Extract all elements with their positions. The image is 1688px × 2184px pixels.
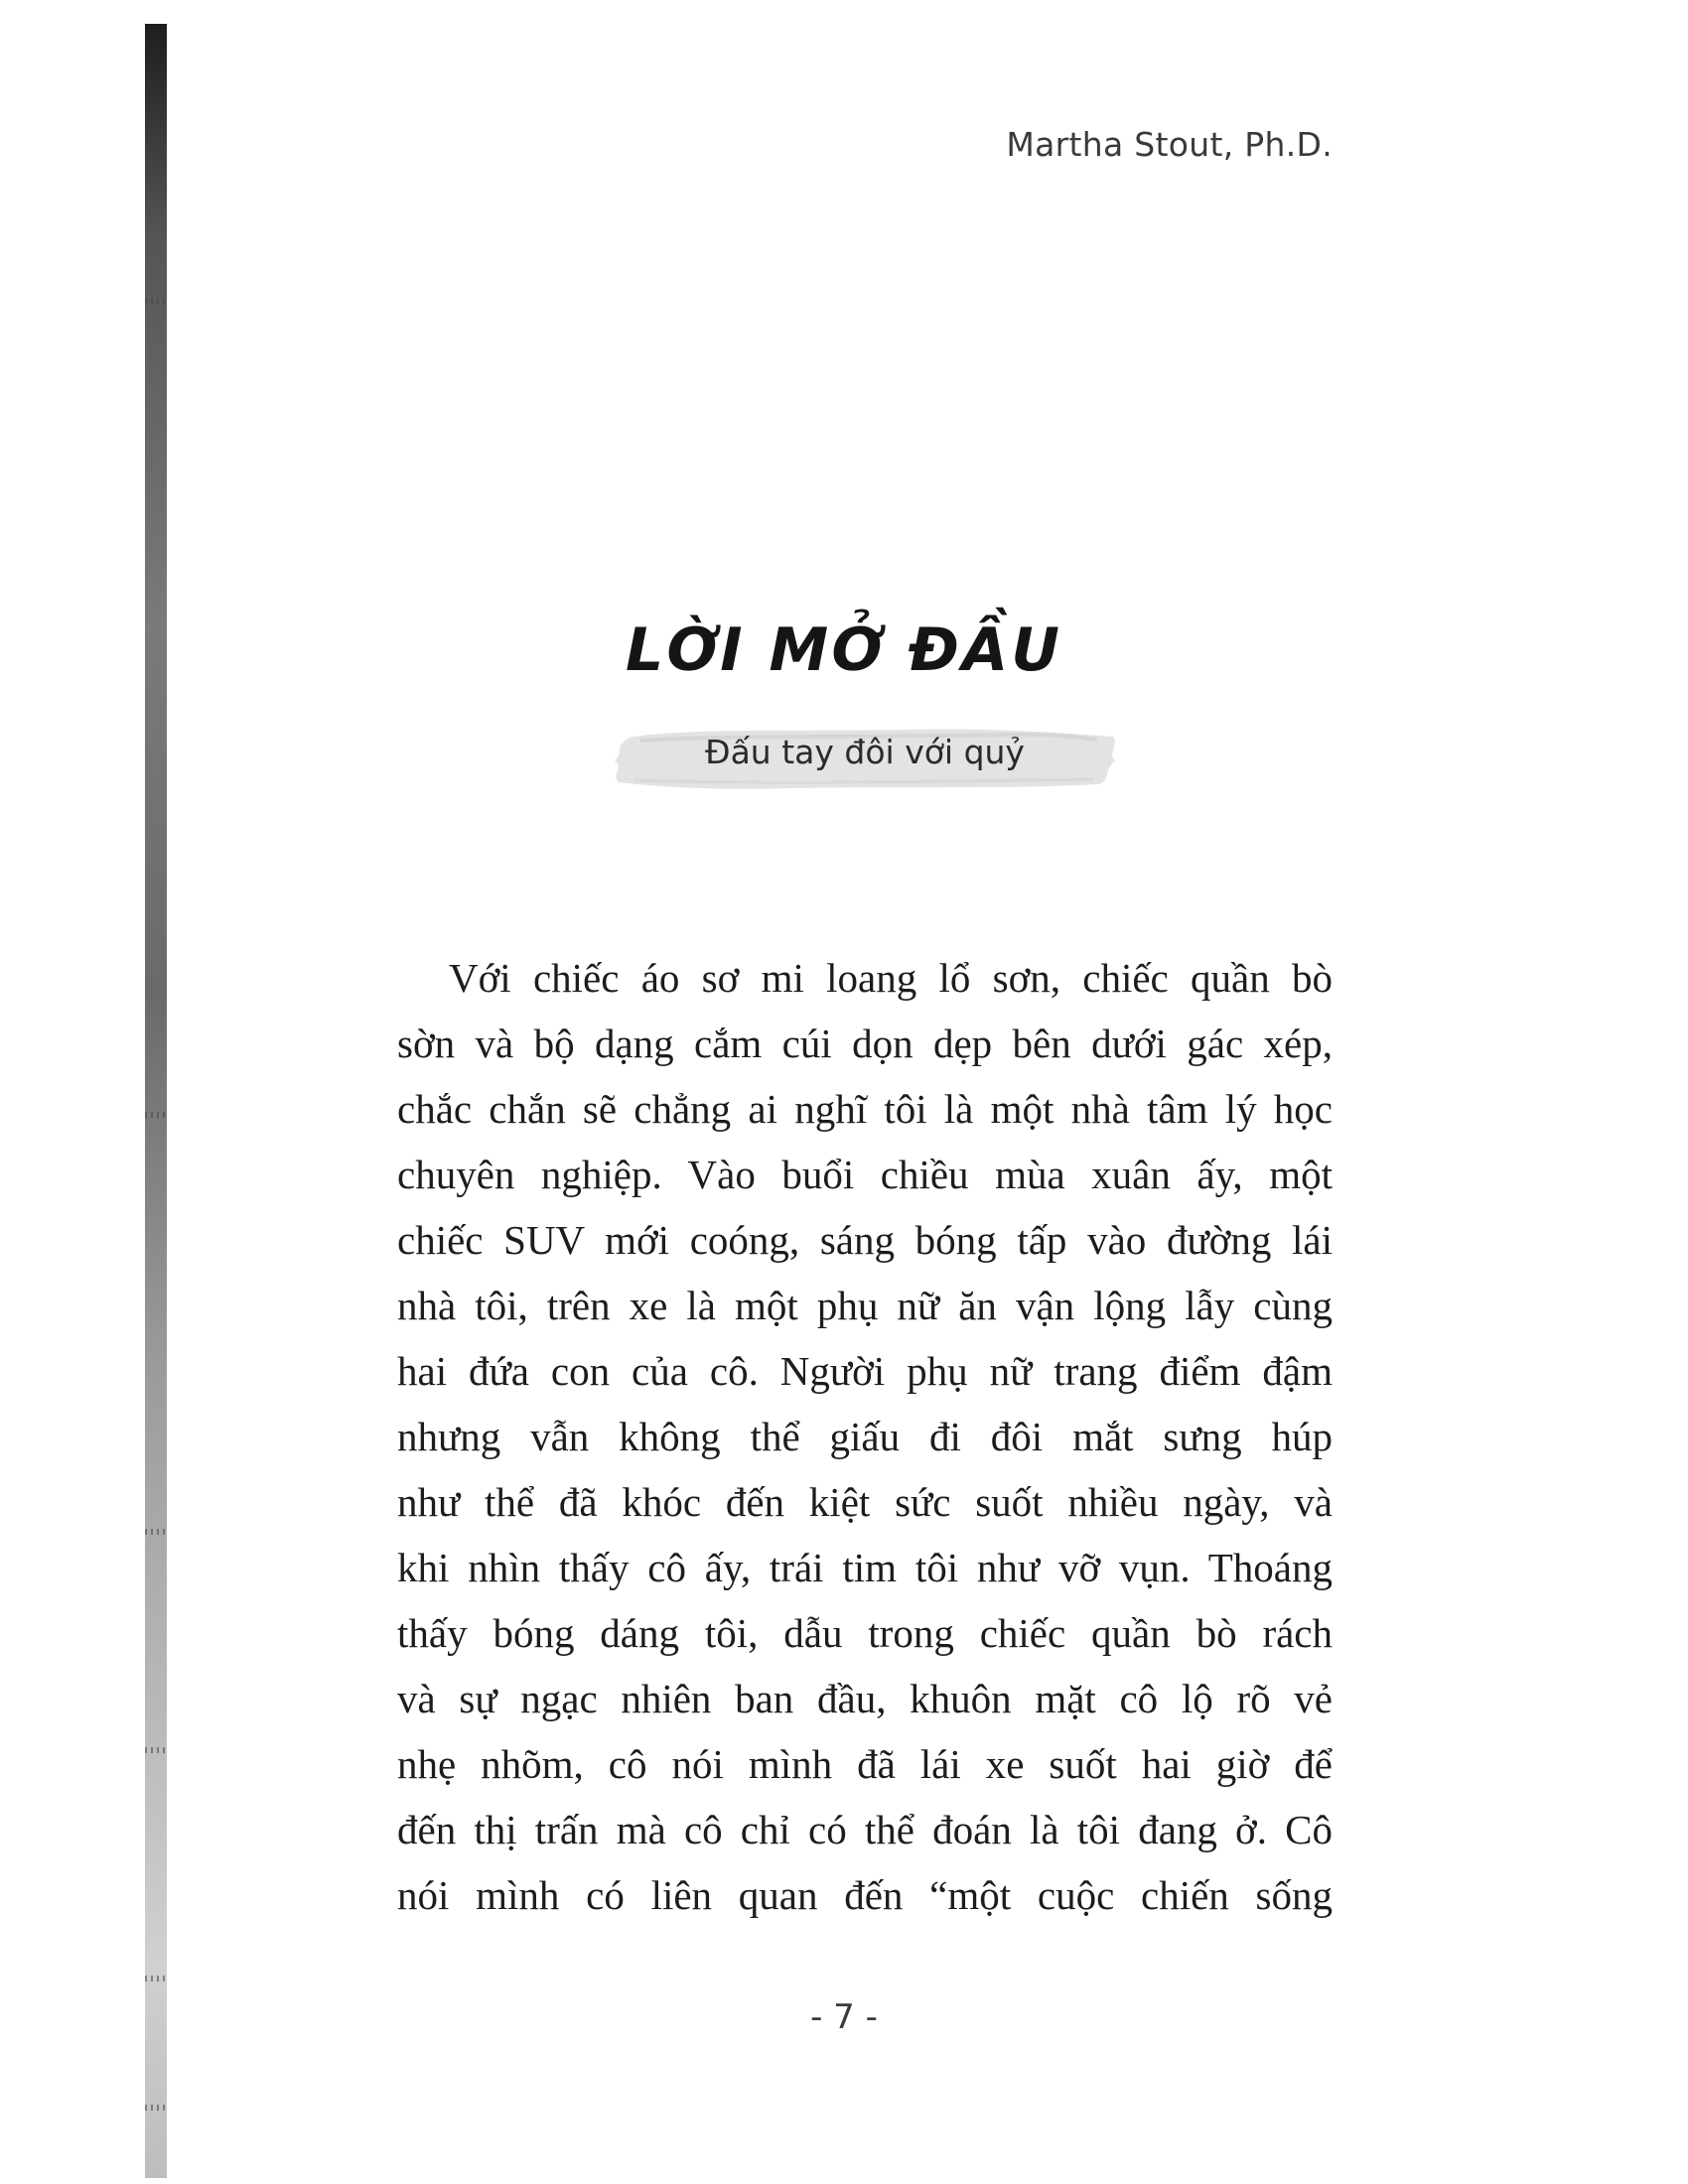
chapter-subtitle: Đấu tay đôi với quỷ [705,733,1025,771]
text-line: hai đứa con của cô. Người phụ nữ trang điểm đậm [397,1348,1333,1394]
text-line: nhẹ nhõm, cô nói mình đã lái xe suốt hai giờ để [397,1741,1333,1787]
book-spine-edge [145,24,167,2178]
text-line: nói mình có liên quan đến “một cuộc chiến sống [397,1872,1333,1918]
text-line: Với chiếc áo sơ mi loang lổ sơn, chiếc quần bò [449,955,1333,1001]
spine-speckle [145,1112,167,1118]
text-line: như thể đã khóc đến kiệt sức suốt nhiều ngày, và [397,1479,1333,1525]
text-line: nhà tôi, trên xe là một phụ nữ ăn vận lộng lẫy cùng [397,1283,1333,1328]
spine-speckle [145,1529,167,1535]
chapter-title: LỜI MỞ ĐẦU [626,615,1062,685]
text-line: chuyên nghiệp. Vào buổi chiều mùa xuân ấy, một [397,1152,1333,1197]
text-line: và sự ngạc nhiên ban đầu, khuôn mặt cô lộ rõ vẻ [397,1676,1333,1721]
chapter-subtitle-banner [611,723,1119,792]
spine-speckle [145,1976,167,1981]
text-line: nhưng vẫn không thể giấu đi đôi mắt sưng húp [397,1414,1333,1459]
text-line: chiếc SUV mới coóng, sáng bóng tấp vào đường lái [397,1217,1333,1263]
spine-speckle [145,298,167,304]
text-line: đến thị trấn mà cô chỉ có thể đoán là tôi đang ở. Cô [397,1807,1333,1852]
spine-speckle [145,1747,167,1753]
text-line: thấy bóng dáng tôi, dẫu trong chiếc quần bò rách [397,1610,1333,1656]
running-header-author: Martha Stout, Ph.D. [1006,125,1333,164]
text-line: sờn và bộ dạng cắm cúi dọn dẹp bên dưới gác xép, [397,1021,1333,1066]
body-paragraph [397,945,1333,1928]
text-line: khi nhìn thấy cô ấy, trái tim tôi như vỡ vụn. Thoáng [397,1545,1333,1590]
spine-speckle [145,2105,167,2111]
text-line: chắc chắn sẽ chẳng ai nghĩ tôi là một nhà tâm lý học [397,1086,1333,1132]
page-number: - 7 - [810,1997,878,2037]
